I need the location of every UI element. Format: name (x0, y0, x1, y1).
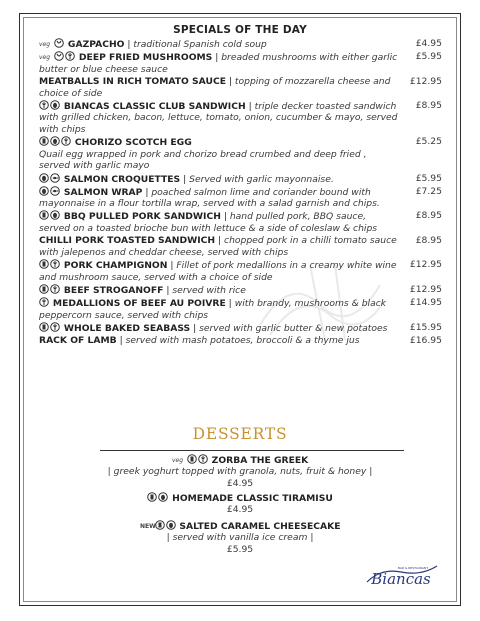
milk-icon (187, 454, 197, 464)
menu-item: BIANCAS CLASSIC CLUB SANDWICH | triple decker toasted sandwich with grilled chicken, bacon, lettuce, tomato, onion, cucumber & mayo, served with chips £8.95 (39, 99, 442, 135)
gluten-free-icon (39, 100, 49, 110)
dessert-price: £5.95 (226, 543, 254, 555)
dietary-icons (39, 52, 79, 63)
dessert-item (0, 492, 480, 516)
menu-item: BEEF STROGANOFF | served with rice £12.95 (39, 284, 442, 297)
dietary-icons (39, 39, 68, 50)
item-name: BEEF STROGANOFF (63, 284, 164, 296)
desserts-title: DESSERTS (192, 425, 288, 443)
item-price: £16.95 (409, 334, 442, 346)
item-name: WHOLE BAKED SEABASS (63, 322, 191, 334)
new-badge-icon (140, 521, 154, 530)
dessert-price: £4.95 (226, 477, 254, 489)
fish-icon (50, 186, 60, 196)
item-description: Served with garlic mayonnaise. (189, 173, 334, 185)
egg-icon (50, 136, 60, 146)
dietary-icons (39, 285, 64, 296)
svg-text:veg: veg (171, 457, 183, 464)
gluten-free-icon (198, 454, 208, 464)
dessert-name: ZORBA THE GREEK (211, 455, 309, 466)
item-price: £8.95 (415, 235, 442, 247)
vegan-badge-icon (172, 455, 186, 464)
item-price: £7.25 (415, 185, 442, 197)
dietary-icons (39, 137, 75, 148)
specials-list (39, 38, 442, 347)
item-price: £8.95 (415, 99, 442, 111)
menu-item: RACK OF LAMB | served with mash potatoes, broccoli & a thyme jus £16.95 (39, 334, 442, 346)
vegan-badge-icon (39, 39, 53, 48)
item-name: SALMON WRAP (63, 186, 143, 198)
dietary-icons (39, 101, 64, 112)
desserts-divider (100, 450, 404, 451)
menu-item: veg DEEP FRIED MUSHROOMS | breaded mushrooms with either garlic butter or blue cheese sauce £5.95 (39, 51, 442, 75)
dietary-icons (39, 174, 64, 185)
item-description: Fillet of pork medallions in a creamy white wine and mushroom sauce, served with a choice of side (39, 260, 397, 283)
item-name: MEATBALLS IN RICH TOMATO SAUCE (39, 75, 226, 87)
item-name: BBQ PULLED PORK SANDWICH (63, 211, 221, 223)
item-description: served with rice (172, 284, 246, 296)
dessert-item (0, 454, 480, 489)
item-description: with brandy, mushrooms & black peppercorn sauce, served with chips (39, 298, 387, 321)
egg-icon (39, 173, 49, 183)
item-price: £15.95 (409, 321, 442, 333)
menu-item: BBQ PULLED PORK SANDWICH | hand pulled pork, BBQ sauce, served on a toasted brioche bun with lettuce & a side of coleslaw & chips £8.95 (39, 210, 442, 235)
item-price: £5.25 (415, 136, 442, 148)
dietary-icons (39, 211, 64, 222)
svg-text:veg: veg (39, 54, 51, 62)
dessert-description: | greek yoghurt topped with granola, nuts, fruit & honey | (107, 466, 373, 478)
menu-item: SALMON CROQUETTES | Served with garlic mayonnaise. £5.95 (39, 173, 442, 186)
item-name: BIANCAS CLASSIC CLUB SANDWICH (63, 100, 246, 112)
item-name: PORK CHAMPIGNON (63, 260, 168, 272)
item-price: £12.95 (409, 259, 442, 271)
dietary-icons (39, 298, 53, 309)
gluten-free-icon (50, 322, 60, 332)
item-description: poached salmon lime and coriander bound with mayonnaise in a flour tortilla wrap, served with a salad garnish and chips. (39, 186, 380, 210)
menu-item (39, 136, 442, 172)
milk-icon (39, 210, 49, 220)
item-description: breaded mushrooms with either garlic butter or blue cheese sauce (39, 52, 398, 75)
menu-item: SALMON WRAP | poached salmon lime and coriander bound with mayonnaise in a flour tortilla wrap, served with a salad garnish and chips. £7.25 (39, 185, 442, 210)
item-description: topping of mozzarella cheese and choice of side (39, 75, 391, 99)
item-price: £8.95 (415, 210, 442, 222)
gluten-free-icon (65, 51, 75, 61)
milk-icon (39, 136, 49, 146)
specials-title: SPECIALS OF THE DAY (173, 24, 307, 36)
menu-item: veg GAZPACHO | traditional Spanish cold soup £4.95 (39, 38, 442, 50)
dessert-name: SALTED CARAMEL CHEESECAKE (179, 521, 341, 532)
menu-item: WHOLE BAKED SEABASS | served with garlic butter & new potatoes £15.95 (39, 322, 442, 335)
item-name: MEDALLIONS OF BEEF AU POIVRE (52, 298, 226, 309)
gluten-free-icon (39, 297, 49, 307)
dessert-description: | served with vanilla ice cream | (166, 532, 314, 544)
svg-text:veg: veg (39, 41, 51, 48)
logo-text: Biancas (371, 570, 431, 588)
dietary-icons (39, 187, 64, 198)
egg-icon (166, 520, 176, 530)
dessert-name: HOMEMADE CLASSIC TIRAMISU (172, 493, 333, 504)
item-name: SALMON CROQUETTES (63, 173, 181, 185)
fish-icon (50, 173, 60, 183)
gluten-free-icon (50, 259, 60, 269)
milk-icon (155, 520, 165, 530)
milk-icon (39, 259, 49, 269)
item-description: hand pulled pork, BBQ sauce, served on a toasted brioche bun with lettuce & a side of coleslaw & chips (39, 211, 378, 235)
item-price: £5.95 (415, 51, 442, 63)
dessert-price: £4.95 (226, 504, 254, 516)
item-price: £12.95 (409, 75, 442, 87)
item-description: Quail egg wrapped in pork and chorizo bread crumbed and deep fried , served with garlic mayo (39, 148, 367, 172)
item-description: chopped pork in a chilli tomato sauce with jalepenos and cheddar cheese, served with chips (39, 235, 397, 258)
item-description: triple decker toasted sandwich with grilled chicken, bacon, lettuce, tomato, onion, cucumber & mayo, served with chips (39, 100, 398, 135)
item-description: served with garlic butter & new potatoes (199, 322, 388, 334)
item-name: GAZPACHO (67, 39, 125, 50)
milk-icon (147, 492, 157, 502)
vegetarian-icon (54, 38, 64, 48)
item-name: DEEP FRIED MUSHROOMS (78, 52, 213, 64)
dietary-icons (39, 323, 64, 334)
logo-tagline: BAR & RESTAURANT (397, 566, 429, 570)
egg-icon (158, 492, 168, 502)
milk-icon (39, 322, 49, 332)
egg-icon (39, 186, 49, 196)
item-name: CHORIZO SCOTCH EGG (74, 137, 192, 149)
egg-icon (50, 100, 60, 110)
dessert-item (0, 520, 480, 555)
item-name: CHILLI PORK TOASTED SANDWICH (39, 235, 216, 247)
milk-icon (39, 284, 49, 294)
vegan-badge-icon (39, 52, 53, 61)
svg-text:NEW: NEW (139, 523, 156, 530)
item-description: traditional Spanish cold soup (133, 39, 267, 50)
egg-icon (50, 210, 60, 220)
menu-item: CHILLI PORK TOASTED SANDWICH | chopped pork in a chilli tomato sauce with jalepenos and cheddar cheese, served with chips £8.95 (39, 235, 442, 258)
biancas-logo (361, 560, 441, 592)
item-price: £12.95 (409, 283, 442, 295)
dietary-icons (39, 260, 64, 271)
menu-item: MEDALLIONS OF BEEF AU POIVRE | with brandy, mushrooms & black peppercorn sauce, served with chips £14.95 (39, 297, 442, 321)
gluten-free-icon (50, 284, 60, 294)
item-price: £14.95 (409, 297, 442, 308)
vegetarian-icon (54, 51, 64, 61)
menu-item: PORK CHAMPIGNON | Fillet of pork medallions in a creamy white wine and mushroom sauce, served with a choice of side £12.95 (39, 259, 442, 283)
gluten-free-icon (61, 136, 71, 146)
item-price: £4.95 (415, 38, 442, 49)
menu-item: MEATBALLS IN RICH TOMATO SAUCE | topping of mozzarella cheese and choice of side £12.95 (39, 75, 442, 99)
item-price: £5.95 (415, 172, 442, 184)
item-description: served with mash potatoes, broccoli & a thyme jus (125, 334, 360, 346)
item-name: RACK OF LAMB (39, 334, 117, 346)
